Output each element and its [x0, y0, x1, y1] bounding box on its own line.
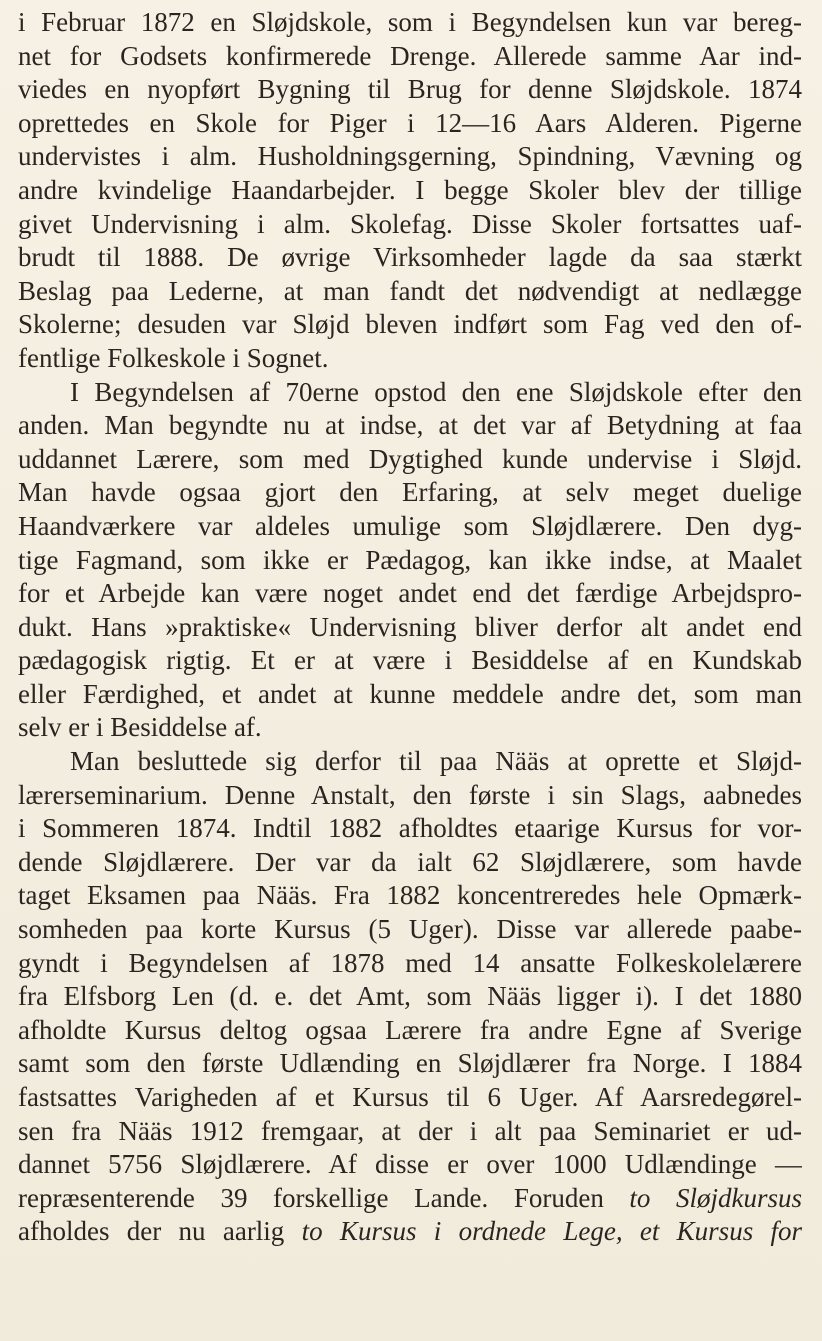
text-line: I Begyndelsen af 70erne opstod den ene Sløjdskole efter den	[70, 376, 802, 407]
text-line: brudt til 1888. De øvrige Virksomheder lagde da saa stærkt	[18, 242, 802, 273]
text-line: Haandværkere var aldeles umulige som Sløjdlærere. Den dyg-	[18, 510, 802, 541]
paragraph	[18, 376, 802, 746]
text-line: fra Elfsborg Len (d. e. det Amt, som Nääs ligger i). I det 1880	[18, 981, 802, 1012]
text-line: Man besluttede sig derfor til paa Nääs at oprette et Sløjd-	[70, 746, 802, 777]
text-line: net for Godsets konfirmerede Drenge. Allerede samme Aar ind-	[18, 40, 802, 71]
text-line: undervistes i alm. Husholdningsgerning, Spindning, Vævning og	[18, 141, 802, 172]
text-line: anden. Man begyndte nu at indse, at det var af Betydning at faa	[18, 410, 802, 441]
text-line: gyndt i Begyndelsen af 1878 med 14 ansatte Folkeskolelærere	[18, 947, 802, 978]
text-line: dannet 5756 Sløjdlærere. Af disse er over 1000 Udlændinge —	[18, 1149, 802, 1180]
text-run: afholdes der nu aarlig	[18, 1216, 302, 1247]
text-line: tige Fagmand, som ikke er Pædagog, kan ikke indse, at Maalet	[18, 544, 802, 575]
text-line: taget Eksamen paa Nääs. Fra 1882 koncentreredes hele Opmærk-	[18, 880, 802, 911]
text-line: dukt. Hans »praktiske« Undervisning bliver derfor alt andet end	[18, 611, 802, 642]
text-line: for et Arbejde kan være noget andet end det færdige Arbejdspro-	[18, 578, 802, 609]
text-line: Skolerne; desuden var Sløjd bleven indført som Fag ved den of-	[18, 309, 802, 340]
text-line: afholdte Kursus deltog ogsaa Lærere fra andre Egne af Sverige	[18, 1014, 802, 1045]
text-line: eller Færdighed, et andet at kunne meddele andre det, som man	[18, 678, 802, 709]
text-line: i Februar 1872 en Sløjdskole, som i Begyndelsen kun var bereg-	[18, 7, 802, 37]
text-line: fentlige Folkeskole i Sognet.	[18, 342, 329, 373]
text-line: selv er i Besiddelse af.	[18, 712, 262, 743]
text-line: lærerseminarium. Denne Anstalt, den første i sin Slags, aabnedes	[18, 779, 802, 810]
text-line: i Sommeren 1874. Indtil 1882 afholdtes etaarige Kursus for vor-	[18, 813, 802, 844]
text-line: Beslag paa Lederne, at man fandt det nødvendigt at nedlægge	[18, 275, 802, 306]
text-line: dende Sløjdlærere. Der var da ialt 62 Sløjdlærere, som havde	[18, 846, 802, 877]
text-line: somheden paa korte Kursus (5 Uger). Disse var allerede paabe-	[18, 914, 802, 945]
paragraph	[18, 745, 802, 1249]
text-line: Man havde ogsaa gjort den Erfaring, at selv meget duelige	[18, 477, 802, 508]
text-line: viedes en nyopført Bygning til Brug for denne Sløjdskole. 1874	[18, 74, 802, 105]
text-line: sen fra Nääs 1912 fremgaar, at der i alt paa Seminariet er ud-	[18, 1115, 802, 1146]
text-line: pædagogisk rigtig. Et er at være i Besiddelse af en Kundskab	[18, 645, 802, 676]
text-line	[18, 1215, 802, 1249]
italic-text-run: to Kursus i ordnede Lege, et Kursus for	[301, 1216, 802, 1247]
text-line: uddannet Lærere, som med Dygtighed kunde undervise i Sløjd.	[18, 443, 802, 474]
text-line: oprettedes en Skole for Piger i 12—16 Aars Alderen. Pigerne	[18, 107, 802, 138]
paragraph	[18, 6, 802, 376]
text-line: samt som den første Udlænding en Sløjdlærer fra Norge. I 1884	[18, 1048, 802, 1079]
text-line: fastsattes Varigheden af et Kursus til 6 Uger. Af Aarsredegørel-	[18, 1082, 802, 1112]
italic-text-run: to Sløjdkursus	[629, 1182, 802, 1213]
page-text	[18, 6, 802, 1249]
text-line: andre kvindelige Haandarbejder. I begge Skoler blev der tillige	[18, 174, 802, 205]
text-line	[18, 1182, 802, 1216]
text-line: givet Undervisning i alm. Skolefag. Disse Skoler fortsattes uaf-	[18, 208, 802, 239]
text-run: repræsenterende 39 forskellige Lande. Foruden	[18, 1182, 630, 1213]
